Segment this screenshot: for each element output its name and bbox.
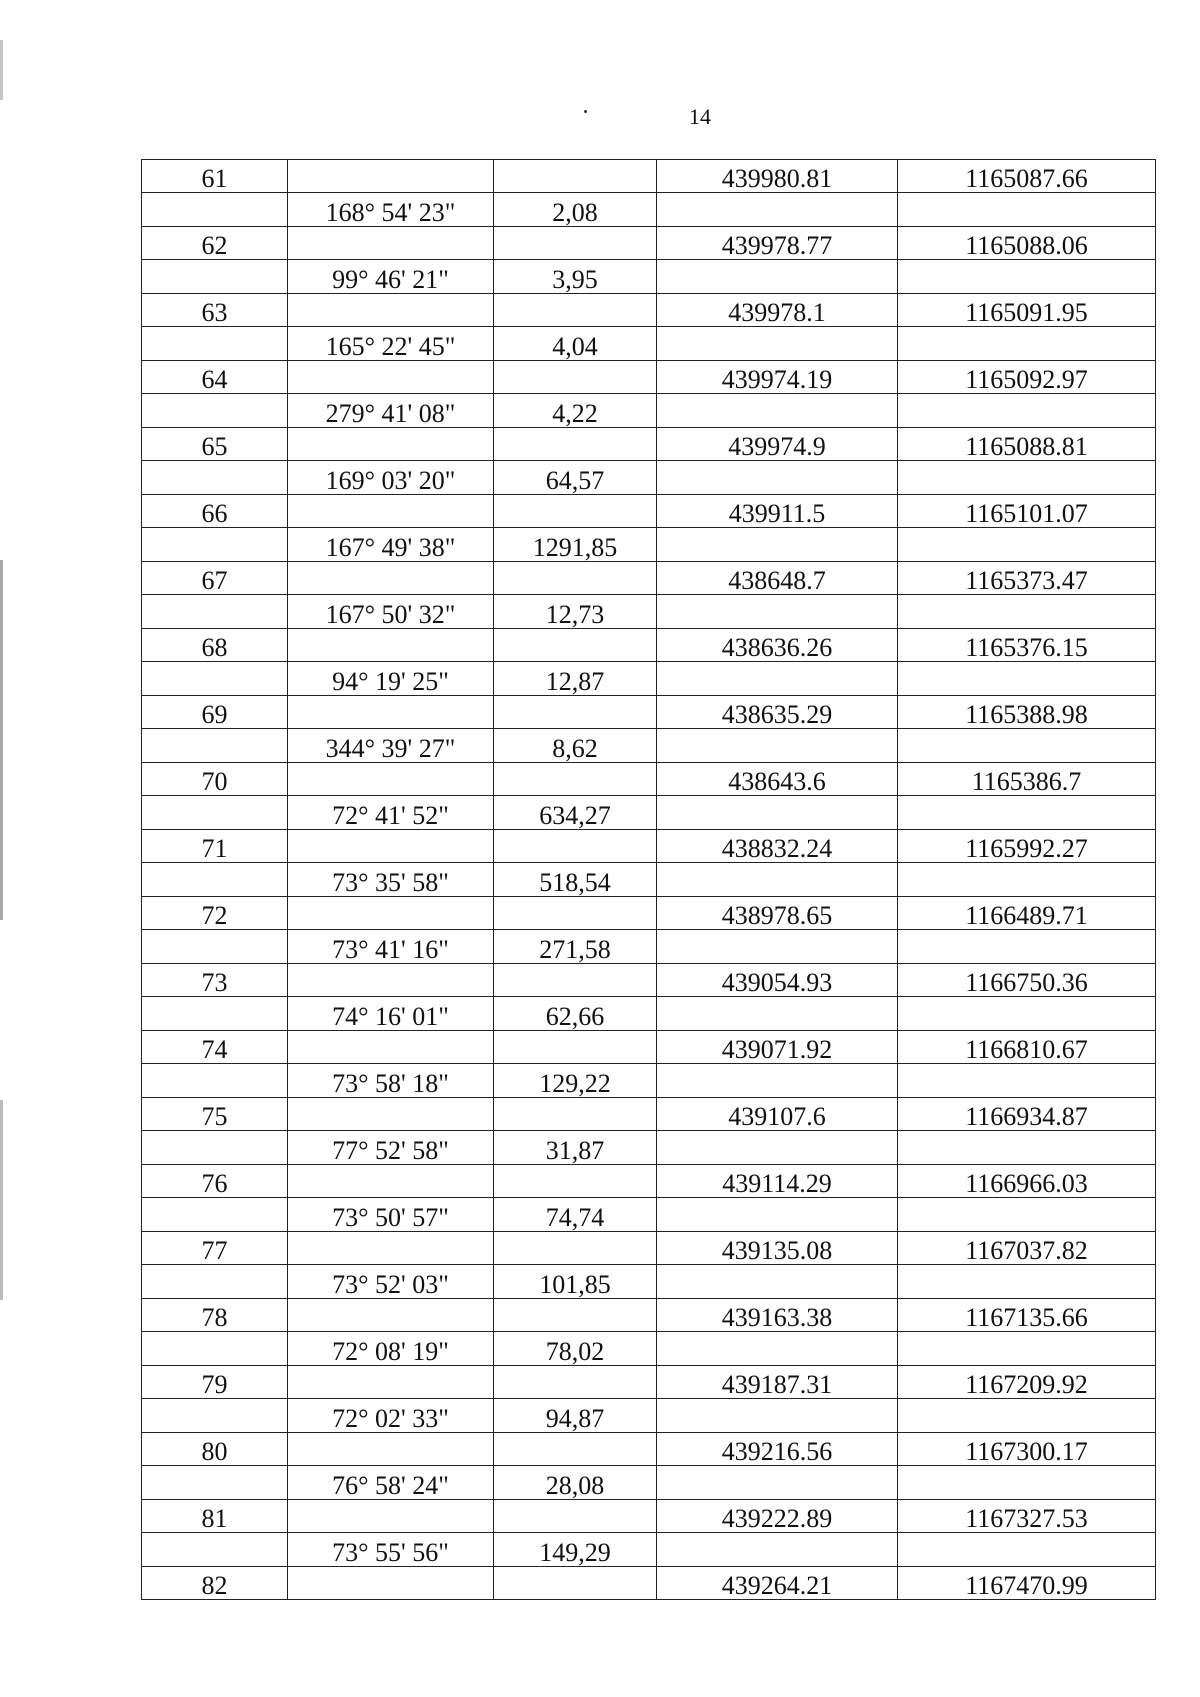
length-cell: 518,54 <box>494 863 657 897</box>
point-number-cell <box>142 327 288 361</box>
y-coordinate-cell <box>898 997 1156 1031</box>
length-cell <box>494 1366 657 1399</box>
x-coordinate-cell <box>657 595 898 629</box>
point-row <box>142 897 1156 930</box>
point-row <box>142 696 1156 729</box>
y-coordinate-cell: 1167300.17 <box>898 1433 1156 1466</box>
x-coordinate-cell: 439054.93 <box>657 964 898 997</box>
x-coordinate-cell <box>657 1064 898 1098</box>
point-number-cell: 61 <box>142 160 288 193</box>
length-cell <box>494 227 657 260</box>
length-cell: 31,87 <box>494 1131 657 1165</box>
point-row <box>142 1567 1156 1600</box>
segment-row <box>142 1332 1156 1366</box>
x-coordinate-cell <box>657 327 898 361</box>
segment-row <box>142 1198 1156 1232</box>
direction-angle-cell <box>288 629 494 662</box>
length-cell <box>494 897 657 930</box>
x-coordinate-cell <box>657 461 898 495</box>
segment-row <box>142 662 1156 696</box>
segment-row <box>142 461 1156 495</box>
length-cell: 78,02 <box>494 1332 657 1366</box>
point-number-cell <box>142 1399 288 1433</box>
direction-angle-cell <box>288 294 494 327</box>
length-cell <box>494 1031 657 1064</box>
x-coordinate-cell <box>657 1533 898 1567</box>
length-cell: 94,87 <box>494 1399 657 1433</box>
x-coordinate-cell <box>657 1466 898 1500</box>
point-number-cell <box>142 662 288 696</box>
direction-angle-cell: 72° 08' 19" <box>288 1332 494 1366</box>
point-number-cell <box>142 394 288 428</box>
point-number-cell: 63 <box>142 294 288 327</box>
length-cell <box>494 629 657 662</box>
x-coordinate-cell: 438643.6 <box>657 763 898 796</box>
segment-row <box>142 1466 1156 1500</box>
length-cell <box>494 1500 657 1533</box>
x-coordinate-cell: 438635.29 <box>657 696 898 729</box>
point-number-cell <box>142 595 288 629</box>
y-coordinate-cell <box>898 930 1156 964</box>
direction-angle-cell: 74° 16' 01" <box>288 997 494 1031</box>
segment-row <box>142 1399 1156 1433</box>
direction-angle-cell <box>288 696 494 729</box>
direction-angle-cell <box>288 1567 494 1600</box>
direction-angle-cell <box>288 1165 494 1198</box>
point-number-cell <box>142 1332 288 1366</box>
direction-angle-cell <box>288 763 494 796</box>
x-coordinate-cell: 439216.56 <box>657 1433 898 1466</box>
direction-angle-cell <box>288 1299 494 1332</box>
point-number-cell <box>142 1198 288 1232</box>
direction-angle-cell <box>288 1366 494 1399</box>
length-cell <box>494 361 657 394</box>
direction-angle-cell <box>288 1098 494 1131</box>
page-number <box>0 104 1200 130</box>
scan-edge-mark <box>0 1100 3 1300</box>
x-coordinate-cell: 438648.7 <box>657 562 898 595</box>
length-cell: 1291,85 <box>494 528 657 562</box>
x-coordinate-cell: 438636.26 <box>657 629 898 662</box>
point-number-cell <box>142 1131 288 1165</box>
point-row <box>142 495 1156 528</box>
x-coordinate-cell <box>657 1332 898 1366</box>
direction-angle-cell <box>288 1031 494 1064</box>
point-number-cell: 65 <box>142 428 288 461</box>
y-coordinate-cell <box>898 1064 1156 1098</box>
y-coordinate-cell: 1166966.03 <box>898 1165 1156 1198</box>
length-cell <box>494 1299 657 1332</box>
x-coordinate-cell: 439978.1 <box>657 294 898 327</box>
direction-angle-cell <box>288 1433 494 1466</box>
point-row <box>142 227 1156 260</box>
y-coordinate-cell: 1165376.15 <box>898 629 1156 662</box>
point-number-cell: 75 <box>142 1098 288 1131</box>
segment-row <box>142 528 1156 562</box>
x-coordinate-cell <box>657 729 898 763</box>
x-coordinate-cell: 439978.77 <box>657 227 898 260</box>
point-number-cell: 70 <box>142 763 288 796</box>
point-number-cell: 64 <box>142 361 288 394</box>
direction-angle-cell <box>288 1500 494 1533</box>
y-coordinate-cell: 1166750.36 <box>898 964 1156 997</box>
x-coordinate-cell <box>657 1265 898 1299</box>
length-cell: 12,87 <box>494 662 657 696</box>
y-coordinate-cell: 1165386.7 <box>898 763 1156 796</box>
point-number-cell <box>142 863 288 897</box>
point-number-cell: 66 <box>142 495 288 528</box>
length-cell <box>494 763 657 796</box>
point-row <box>142 763 1156 796</box>
point-number-cell: 69 <box>142 696 288 729</box>
y-coordinate-cell <box>898 1265 1156 1299</box>
length-cell: 3,95 <box>494 260 657 294</box>
point-number-cell <box>142 997 288 1031</box>
y-coordinate-cell: 1165091.95 <box>898 294 1156 327</box>
length-cell <box>494 830 657 863</box>
y-coordinate-cell: 1165992.27 <box>898 830 1156 863</box>
length-cell <box>494 1098 657 1131</box>
direction-angle-cell <box>288 1232 494 1265</box>
segment-row <box>142 863 1156 897</box>
point-row <box>142 294 1156 327</box>
direction-angle-cell: 279° 41' 08" <box>288 394 494 428</box>
point-row <box>142 361 1156 394</box>
length-cell: 129,22 <box>494 1064 657 1098</box>
length-cell: 28,08 <box>494 1466 657 1500</box>
direction-angle-cell: 76° 58' 24" <box>288 1466 494 1500</box>
y-coordinate-cell: 1167209.92 <box>898 1366 1156 1399</box>
coordinates-table <box>141 159 1156 1600</box>
length-cell <box>494 696 657 729</box>
length-cell <box>494 294 657 327</box>
segment-row <box>142 1131 1156 1165</box>
point-number-cell <box>142 193 288 227</box>
y-coordinate-cell: 1167470.99 <box>898 1567 1156 1600</box>
x-coordinate-cell <box>657 193 898 227</box>
y-coordinate-cell: 1166934.87 <box>898 1098 1156 1131</box>
point-number-cell <box>142 260 288 294</box>
x-coordinate-cell: 439264.21 <box>657 1567 898 1600</box>
point-number-cell <box>142 1466 288 1500</box>
direction-angle-cell <box>288 964 494 997</box>
y-coordinate-cell <box>898 1131 1156 1165</box>
length-cell: 2,08 <box>494 193 657 227</box>
direction-angle-cell: 169° 03' 20" <box>288 461 494 495</box>
point-number-cell: 80 <box>142 1433 288 1466</box>
x-coordinate-cell: 438978.65 <box>657 897 898 930</box>
direction-angle-cell: 167° 50' 32" <box>288 595 494 629</box>
y-coordinate-cell: 1165373.47 <box>898 562 1156 595</box>
direction-angle-cell: 94° 19' 25" <box>288 662 494 696</box>
point-row <box>142 1031 1156 1064</box>
point-number-cell <box>142 1533 288 1567</box>
length-cell: 8,62 <box>494 729 657 763</box>
x-coordinate-cell: 439911.5 <box>657 495 898 528</box>
segment-row <box>142 595 1156 629</box>
direction-angle-cell: 99° 46' 21" <box>288 260 494 294</box>
point-row <box>142 428 1156 461</box>
x-coordinate-cell <box>657 796 898 830</box>
x-coordinate-cell <box>657 528 898 562</box>
x-coordinate-cell: 439980.81 <box>657 160 898 193</box>
segment-row <box>142 729 1156 763</box>
y-coordinate-cell: 1165087.66 <box>898 160 1156 193</box>
point-number-cell: 78 <box>142 1299 288 1332</box>
y-coordinate-cell <box>898 796 1156 830</box>
x-coordinate-cell <box>657 997 898 1031</box>
length-cell: 74,74 <box>494 1198 657 1232</box>
y-coordinate-cell: 1167037.82 <box>898 1232 1156 1265</box>
point-number-cell <box>142 796 288 830</box>
segment-row <box>142 260 1156 294</box>
y-coordinate-cell <box>898 662 1156 696</box>
length-cell <box>494 964 657 997</box>
point-number-cell: 76 <box>142 1165 288 1198</box>
direction-angle-cell: 73° 52' 03" <box>288 1265 494 1299</box>
direction-angle-cell: 72° 02' 33" <box>288 1399 494 1433</box>
x-coordinate-cell: 439114.29 <box>657 1165 898 1198</box>
segment-row <box>142 193 1156 227</box>
point-row <box>142 1299 1156 1332</box>
point-number-cell: 67 <box>142 562 288 595</box>
length-cell: 64,57 <box>494 461 657 495</box>
point-number-cell <box>142 461 288 495</box>
length-cell: 271,58 <box>494 930 657 964</box>
point-number-cell: 82 <box>142 1567 288 1600</box>
y-coordinate-cell: 1165088.06 <box>898 227 1156 260</box>
point-row <box>142 160 1156 193</box>
direction-angle-cell: 168° 54' 23" <box>288 193 494 227</box>
page-number-text: 14 <box>689 104 711 129</box>
length-cell: 12,73 <box>494 595 657 629</box>
direction-angle-cell: 72° 41' 52" <box>288 796 494 830</box>
segment-row <box>142 796 1156 830</box>
x-coordinate-cell: 439974.9 <box>657 428 898 461</box>
point-row <box>142 1433 1156 1466</box>
direction-angle-cell <box>288 227 494 260</box>
scan-speck <box>584 110 587 113</box>
y-coordinate-cell: 1165088.81 <box>898 428 1156 461</box>
point-number-cell <box>142 1064 288 1098</box>
y-coordinate-cell <box>898 1198 1156 1232</box>
segment-row <box>142 1533 1156 1567</box>
direction-angle-cell: 77° 52' 58" <box>288 1131 494 1165</box>
y-coordinate-cell: 1167327.53 <box>898 1500 1156 1533</box>
y-coordinate-cell <box>898 595 1156 629</box>
y-coordinate-cell <box>898 327 1156 361</box>
y-coordinate-cell: 1165092.97 <box>898 361 1156 394</box>
direction-angle-cell <box>288 361 494 394</box>
point-number-cell: 62 <box>142 227 288 260</box>
y-coordinate-cell <box>898 1533 1156 1567</box>
point-row <box>142 1165 1156 1198</box>
length-cell: 101,85 <box>494 1265 657 1299</box>
y-coordinate-cell: 1166810.67 <box>898 1031 1156 1064</box>
y-coordinate-cell <box>898 729 1156 763</box>
point-row <box>142 1098 1156 1131</box>
y-coordinate-cell <box>898 1332 1156 1366</box>
point-number-cell: 73 <box>142 964 288 997</box>
direction-angle-cell: 344° 39' 27" <box>288 729 494 763</box>
point-number-cell: 79 <box>142 1366 288 1399</box>
y-coordinate-cell <box>898 528 1156 562</box>
y-coordinate-cell <box>898 260 1156 294</box>
y-coordinate-cell <box>898 1466 1156 1500</box>
direction-angle-cell <box>288 160 494 193</box>
point-row <box>142 1500 1156 1533</box>
x-coordinate-cell <box>657 1131 898 1165</box>
length-cell: 4,04 <box>494 327 657 361</box>
length-cell <box>494 160 657 193</box>
direction-angle-cell <box>288 428 494 461</box>
length-cell <box>494 1567 657 1600</box>
length-cell <box>494 1232 657 1265</box>
y-coordinate-cell <box>898 394 1156 428</box>
point-row <box>142 1232 1156 1265</box>
direction-angle-cell <box>288 897 494 930</box>
x-coordinate-cell: 439222.89 <box>657 1500 898 1533</box>
direction-angle-cell: 73° 35' 58" <box>288 863 494 897</box>
x-coordinate-cell <box>657 863 898 897</box>
y-coordinate-cell: 1165101.07 <box>898 495 1156 528</box>
length-cell: 4,22 <box>494 394 657 428</box>
x-coordinate-cell <box>657 1399 898 1433</box>
direction-angle-cell <box>288 495 494 528</box>
scan-edge-mark <box>0 40 3 100</box>
length-cell: 62,66 <box>494 997 657 1031</box>
x-coordinate-cell <box>657 930 898 964</box>
y-coordinate-cell <box>898 863 1156 897</box>
direction-angle-cell: 73° 55' 56" <box>288 1533 494 1567</box>
point-number-cell <box>142 729 288 763</box>
point-number-cell: 77 <box>142 1232 288 1265</box>
x-coordinate-cell: 438832.24 <box>657 830 898 863</box>
x-coordinate-cell: 439187.31 <box>657 1366 898 1399</box>
segment-row <box>142 327 1156 361</box>
point-number-cell: 68 <box>142 629 288 662</box>
coordinates-table-body <box>142 160 1156 1600</box>
length-cell <box>494 562 657 595</box>
x-coordinate-cell: 439107.6 <box>657 1098 898 1131</box>
segment-row <box>142 930 1156 964</box>
segment-row <box>142 1265 1156 1299</box>
point-row <box>142 562 1156 595</box>
y-coordinate-cell: 1166489.71 <box>898 897 1156 930</box>
point-row <box>142 830 1156 863</box>
y-coordinate-cell <box>898 461 1156 495</box>
x-coordinate-cell: 439974.19 <box>657 361 898 394</box>
length-cell <box>494 495 657 528</box>
point-number-cell <box>142 528 288 562</box>
point-row <box>142 964 1156 997</box>
length-cell <box>494 1165 657 1198</box>
segment-row <box>142 997 1156 1031</box>
point-row <box>142 1366 1156 1399</box>
length-cell <box>494 1433 657 1466</box>
direction-angle-cell <box>288 830 494 863</box>
length-cell: 149,29 <box>494 1533 657 1567</box>
direction-angle-cell: 167° 49' 38" <box>288 528 494 562</box>
direction-angle-cell <box>288 562 494 595</box>
scan-edge-mark <box>0 560 3 920</box>
x-coordinate-cell: 439163.38 <box>657 1299 898 1332</box>
y-coordinate-cell <box>898 1399 1156 1433</box>
point-row <box>142 629 1156 662</box>
point-number-cell: 81 <box>142 1500 288 1533</box>
x-coordinate-cell <box>657 260 898 294</box>
x-coordinate-cell <box>657 1198 898 1232</box>
segment-row <box>142 1064 1156 1098</box>
direction-angle-cell: 73° 58' 18" <box>288 1064 494 1098</box>
length-cell: 634,27 <box>494 796 657 830</box>
direction-angle-cell: 165° 22' 45" <box>288 327 494 361</box>
point-number-cell: 74 <box>142 1031 288 1064</box>
point-number-cell: 72 <box>142 897 288 930</box>
direction-angle-cell: 73° 50' 57" <box>288 1198 494 1232</box>
x-coordinate-cell: 439071.92 <box>657 1031 898 1064</box>
point-number-cell <box>142 930 288 964</box>
length-cell <box>494 428 657 461</box>
segment-row <box>142 394 1156 428</box>
y-coordinate-cell: 1165388.98 <box>898 696 1156 729</box>
x-coordinate-cell <box>657 394 898 428</box>
x-coordinate-cell <box>657 662 898 696</box>
y-coordinate-cell: 1167135.66 <box>898 1299 1156 1332</box>
point-number-cell: 71 <box>142 830 288 863</box>
direction-angle-cell: 73° 41' 16" <box>288 930 494 964</box>
point-number-cell <box>142 1265 288 1299</box>
x-coordinate-cell: 439135.08 <box>657 1232 898 1265</box>
y-coordinate-cell <box>898 193 1156 227</box>
